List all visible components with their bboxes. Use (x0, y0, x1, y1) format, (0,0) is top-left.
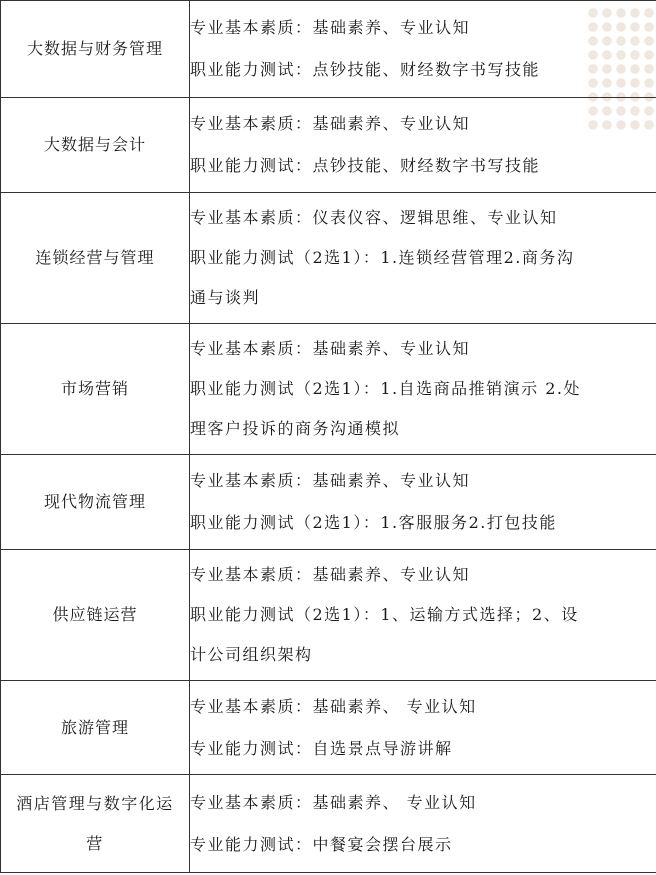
requirements-cell (190, 98, 656, 193)
table-row (1, 681, 656, 775)
major-name (1, 784, 189, 864)
major-name: 供应链运营 (52, 605, 138, 624)
basic-quality-line: 专业基本素质：基础素养、专业认知 (190, 18, 471, 37)
requirements-cell (190, 324, 656, 455)
major-name: 市场营销 (60, 379, 129, 398)
basic-quality-line: 专业基本素质：基础素养、专业认知 (190, 114, 471, 133)
basic-quality-line: 专业基本素质：基础素养、专业认知 (190, 339, 471, 358)
requirements-cell (190, 193, 656, 324)
basic-quality-line: 专业基本素质：基础素养、 专业认知 (190, 696, 477, 716)
basic-quality-line: 专业基本素质：基础素养、 专业认知 (190, 792, 477, 812)
major-name-cell (1, 681, 190, 775)
major-name-cell (1, 775, 190, 873)
table-row (1, 455, 656, 550)
ability-test-line: 专业能力测试：中餐宴会摆台展示 (190, 834, 453, 854)
requirements-cell (190, 550, 656, 681)
basic-quality-line: 专业基本素质：基础素养、专业认知 (190, 471, 471, 490)
table-row (1, 324, 656, 455)
ability-test-line: 职业能力测试（2选1）：1.客服服务2.打包技能 (190, 513, 557, 532)
ability-test-line-cont: 通与谈判 (190, 288, 261, 307)
ability-test-line-cont: 理客户投诉的商务沟通模拟 (190, 419, 401, 438)
major-name-cell (1, 324, 190, 455)
ability-test-line: 职业能力测试（2选1）：1.连锁经营管理2.商务沟 (190, 248, 575, 267)
major-name: 现代物流管理 (43, 492, 146, 511)
basic-quality-line: 专业基本素质：仪表仪容、逻辑思维、专业认知 (190, 208, 558, 227)
table-row (1, 550, 656, 681)
major-name-line-cont: 营 (86, 833, 104, 853)
ability-test-line: 职业能力测试：点钞技能、财经数字书写技能 (190, 156, 541, 175)
major-name-line: 酒店管理与数字化运 (16, 793, 174, 813)
ability-test-line: 职业能力测试：点钞技能、财经数字书写技能 (190, 60, 541, 79)
ability-test-line: 专业能力测试：自选景点导游讲解 (190, 738, 453, 758)
table-row (1, 1, 656, 98)
major-name: 连锁经营与管理 (35, 248, 155, 267)
major-name-cell (1, 455, 190, 550)
table-row (1, 193, 656, 324)
basic-quality-line: 专业基本素质：基础素养、专业认知 (190, 565, 471, 584)
major-name-cell (1, 98, 190, 193)
major-name-cell (1, 193, 190, 324)
requirements-cell (190, 681, 656, 775)
major-name-cell (1, 1, 190, 98)
ability-test-line: 职业能力测试（2选1）：1、运输方式选择；2、设 (190, 605, 579, 624)
table-row (1, 98, 656, 193)
ability-test-line: 职业能力测试（2选1）：1.自选商品推销演示 2.处 (190, 379, 581, 398)
requirements-cell (190, 1, 656, 98)
major-name: 大数据与会计 (43, 135, 146, 154)
major-name-cell (1, 550, 190, 681)
major-name: 大数据与财务管理 (26, 39, 163, 58)
major-name: 旅游管理 (60, 717, 129, 737)
requirements-cell (190, 775, 656, 873)
ability-test-line-cont: 计公司组织架构 (190, 645, 313, 664)
table-row (1, 775, 656, 873)
requirements-cell (190, 455, 656, 550)
